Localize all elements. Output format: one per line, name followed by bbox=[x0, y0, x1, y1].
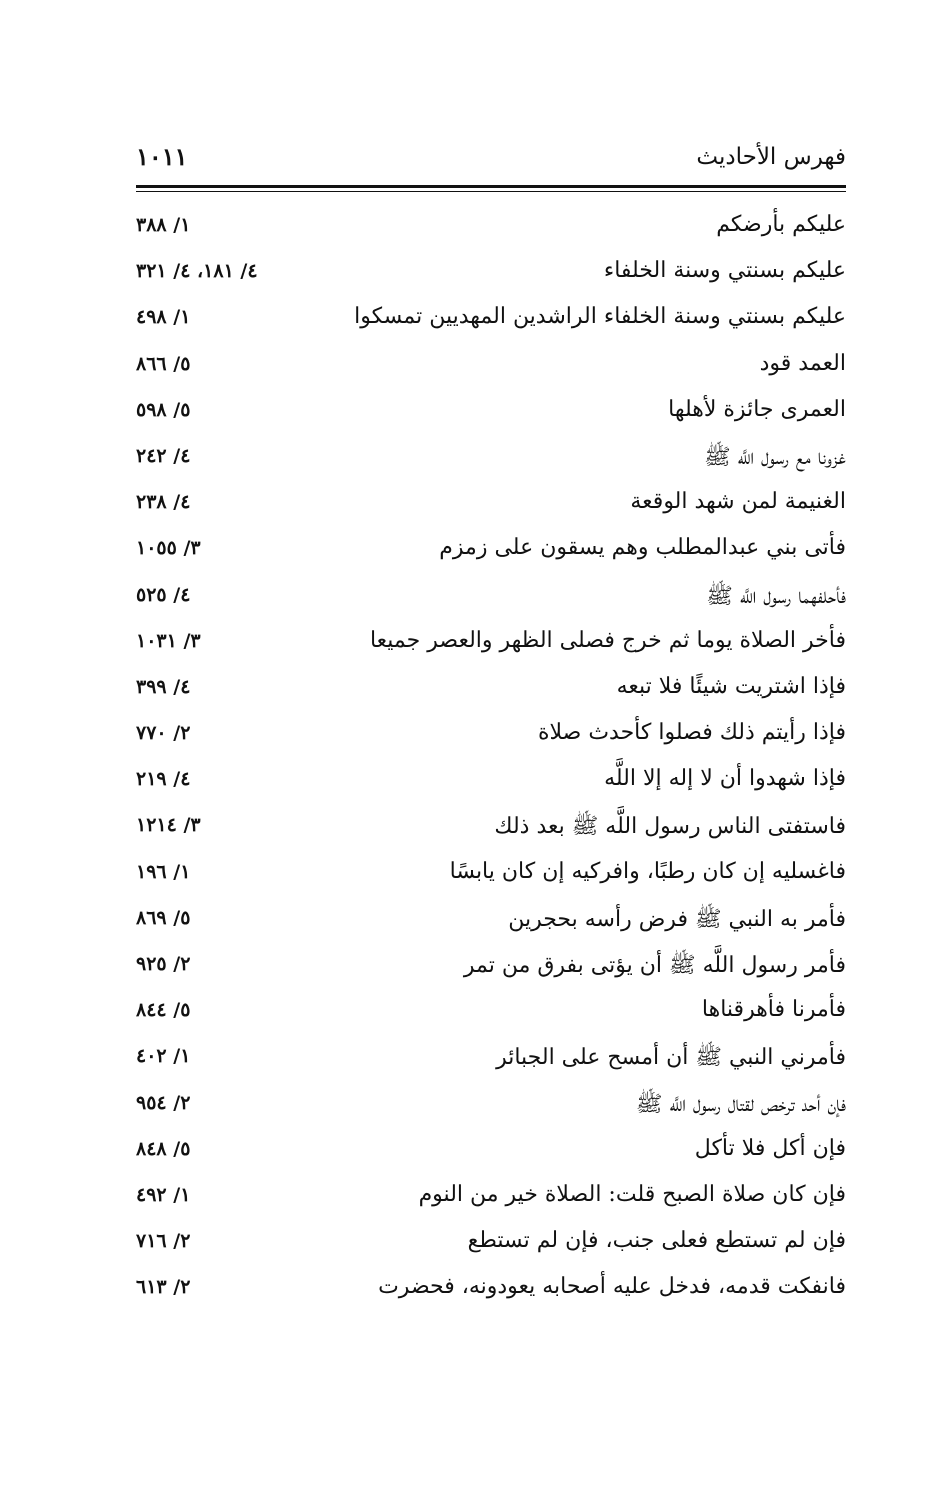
index-entry bbox=[136, 1176, 846, 1222]
hadith-text: العمد قود bbox=[759, 350, 846, 376]
volume-page-ref: ٣/ ١٠٣١ bbox=[136, 629, 201, 652]
volume-page-ref: ٤/ ٢٤٢ bbox=[136, 444, 191, 467]
volume-page-ref: ٥/ ٨٦٦ bbox=[136, 352, 191, 375]
volume-page-ref: ٥/ ٨٦٩ bbox=[136, 906, 191, 929]
index-entry bbox=[136, 714, 846, 760]
hadith-text: فأحلفهما رسول اللَّه ﷺ bbox=[706, 583, 846, 609]
index-entry bbox=[136, 1222, 846, 1268]
index-entry bbox=[136, 345, 846, 391]
hadith-text: العمرى جائزة لأهلها bbox=[668, 396, 846, 422]
index-entry bbox=[136, 622, 846, 668]
hadith-index-list bbox=[136, 206, 846, 1315]
index-entry bbox=[136, 853, 846, 899]
volume-page-ref: ٥/ ٨٤٨ bbox=[136, 1137, 191, 1160]
hadith-text: فانفكت قدمه، فدخل عليه أصحابه يعودونه، فحضرت bbox=[378, 1274, 846, 1300]
page-number: ١٠١١ bbox=[136, 142, 188, 171]
index-entry bbox=[136, 1084, 846, 1130]
index-entry bbox=[136, 391, 846, 437]
volume-page-ref: ٣/ ١٢١٤ bbox=[136, 814, 201, 837]
volume-page-ref: ٥/ ٥٩٨ bbox=[136, 398, 191, 421]
index-entry bbox=[136, 1130, 846, 1176]
hadith-text: فأمر رسول اللَّه ﷺ أن يؤتى بفرق من تمر bbox=[463, 953, 846, 978]
hadith-text: فإن كان صلاة الصبح قلت: الصلاة خير من النوم bbox=[418, 1181, 846, 1207]
hadith-text: فإن لم تستطع فعلى جنب، فإن لم تستطع bbox=[467, 1228, 846, 1254]
hadith-text: فإذا رأيتم ذلك فصلوا كأحدث صلاة bbox=[538, 720, 846, 746]
hadith-text: غزونا مع رسول اللَّه ﷺ bbox=[704, 444, 846, 470]
volume-page-ref: ٢/ ٧٧٠ bbox=[136, 722, 191, 745]
hadith-text: فإن أحد ترخص لقتال رسول اللَّه ﷺ bbox=[635, 1091, 846, 1117]
volume-page-ref: ٤/ ٢١٩ bbox=[136, 768, 191, 791]
volume-page-ref: ٢/ ٩٢٥ bbox=[136, 953, 191, 975]
hadith-text: فأمرني النبي ﷺ أن أمسح على الجبائر bbox=[496, 1045, 846, 1071]
volume-page-ref: ٥/ ٨٤٤ bbox=[136, 999, 191, 1022]
hadith-text: فأتى بني عبدالمطلب وهم يسقون على زمزم bbox=[439, 535, 846, 561]
hadith-text: فأخر الصلاة يوما ثم خرج فصلى الظهر والعصر جميعا bbox=[369, 627, 846, 653]
index-entry bbox=[136, 899, 846, 945]
volume-page-ref: ٣/ ١٠٥٥ bbox=[136, 537, 201, 560]
hadith-text: فإن أكل فلا تأكل bbox=[694, 1135, 846, 1161]
hadith-text: فأمر به النبي ﷺ فرض رأسه بحجرين bbox=[508, 906, 846, 932]
index-entry bbox=[136, 576, 846, 622]
running-header bbox=[136, 140, 846, 180]
hadith-text: فاغسليه إن كان رطبًا، وافركيه إن كان يابسًا bbox=[449, 858, 846, 884]
hadith-text: الغنيمة لمن شهد الوقعة bbox=[630, 489, 846, 515]
index-entry bbox=[136, 1268, 846, 1314]
hadith-text: عليكم بسنتي وسنة الخلفاء الراشدين المهديين تمسكوا bbox=[354, 304, 846, 330]
index-entry bbox=[136, 760, 846, 806]
hadith-text: عليكم بأرضكم bbox=[716, 212, 846, 237]
volume-page-ref: ٤/ ١٨١، ٤/ ٣٢١ bbox=[136, 260, 258, 283]
header-rule-thick bbox=[136, 185, 846, 188]
index-entry bbox=[136, 945, 846, 991]
index-entry bbox=[136, 483, 846, 529]
index-entry bbox=[136, 1037, 846, 1083]
index-entry bbox=[136, 252, 846, 298]
header-rule-thin bbox=[136, 191, 846, 192]
hadith-text: فأمرنا فأهرقناها bbox=[701, 997, 846, 1023]
index-entry bbox=[136, 991, 846, 1037]
index-entry bbox=[136, 529, 846, 575]
volume-page-ref: ٢/ ٧١٦ bbox=[136, 1230, 191, 1253]
index-entry bbox=[136, 806, 846, 852]
volume-page-ref: ١/ ٤٩٢ bbox=[136, 1183, 191, 1206]
index-entry bbox=[136, 437, 846, 483]
hadith-text: فإذا شهدوا أن لا إله إلا اللَّه bbox=[604, 766, 846, 792]
volume-page-ref: ٤/ ٥٢٥ bbox=[136, 583, 191, 606]
hadith-text: عليكم بسنتي وسنة الخلفاء bbox=[603, 258, 846, 284]
volume-page-ref: ٢/ ٩٥٤ bbox=[136, 1091, 191, 1114]
hadith-text: فإذا اشتريت شيئًا فلا تبعه bbox=[616, 673, 846, 699]
volume-page-ref: ١/ ٤٩٨ bbox=[136, 306, 191, 329]
volume-page-ref: ١/ ١٩٦ bbox=[136, 860, 191, 883]
index-entry bbox=[136, 298, 846, 344]
volume-page-ref: ٢/ ٦١٣ bbox=[136, 1276, 191, 1299]
index-entry bbox=[136, 206, 846, 252]
volume-page-ref: ١/ ٣٨٨ bbox=[136, 214, 191, 236]
volume-page-ref: ٤/ ٢٣٨ bbox=[136, 491, 191, 514]
hadith-text: فاستفتى الناس رسول اللَّه ﷺ بعد ذلك bbox=[494, 814, 846, 840]
volume-page-ref: ١/ ٤٠٢ bbox=[136, 1045, 191, 1068]
page-title: فهرس الأحاديث bbox=[696, 144, 846, 170]
index-entry bbox=[136, 668, 846, 714]
volume-page-ref: ٤/ ٣٩٩ bbox=[136, 675, 191, 698]
